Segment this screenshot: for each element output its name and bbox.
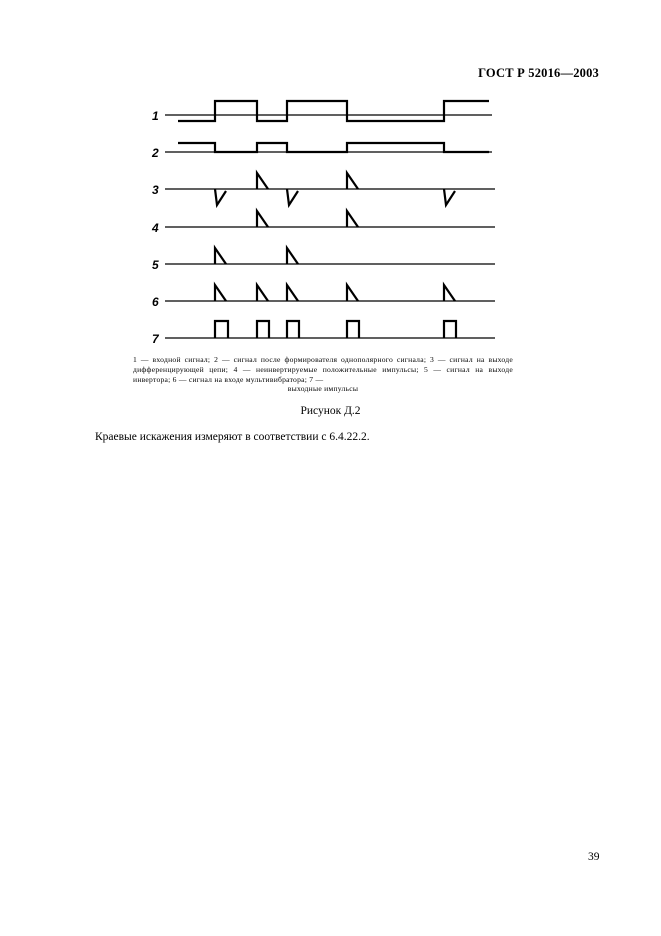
- figure-legend-text: 1 — входной сигнал; 2 — сигнал после формирователя однополярного сигнала; 3 — сигнал на выходе дифференцирующей цепи; 4 — неинвертируемые положительные импульсы; 5 — сигнал на выходе инвертора; 6 — сигнал на входе мультивибратора; 7 —: [133, 355, 513, 384]
- waveform: [178, 101, 489, 121]
- trace-label-5: 5: [152, 258, 159, 272]
- pulses: [215, 285, 455, 301]
- trace-label-2: 2: [152, 146, 159, 160]
- waveform: [178, 143, 489, 152]
- trace-label-7: 7: [152, 332, 159, 346]
- trace-7: [165, 321, 495, 338]
- trace-6: [165, 285, 495, 301]
- trace-2: [165, 143, 492, 152]
- trace-label-1: 1: [152, 109, 159, 123]
- trace-label-4: 4: [152, 221, 159, 235]
- figure-legend-last-line: выходные импульсы: [287, 384, 359, 394]
- timing-diagram: [0, 0, 661, 350]
- trace-1: [165, 101, 492, 121]
- figure-title: Рисунок Д.2: [300, 405, 361, 417]
- trace-labels: [151, 109, 160, 346]
- pulses: [215, 248, 298, 264]
- figure-legend: [133, 355, 513, 394]
- trace-label-3: 3: [152, 183, 159, 197]
- page-number: 39: [588, 851, 600, 863]
- pulses: [257, 211, 358, 227]
- standard-code: ГОСТ Р 52016—2003: [478, 66, 599, 80]
- trace-label-6: 6: [152, 295, 159, 309]
- body-paragraph: Краевые искажения измеряют в соответствии с 6.4.22.2.: [95, 431, 370, 443]
- trace-5: [165, 248, 495, 264]
- pulses: [215, 321, 456, 338]
- trace-3: [165, 173, 495, 205]
- trace-4: [165, 211, 495, 227]
